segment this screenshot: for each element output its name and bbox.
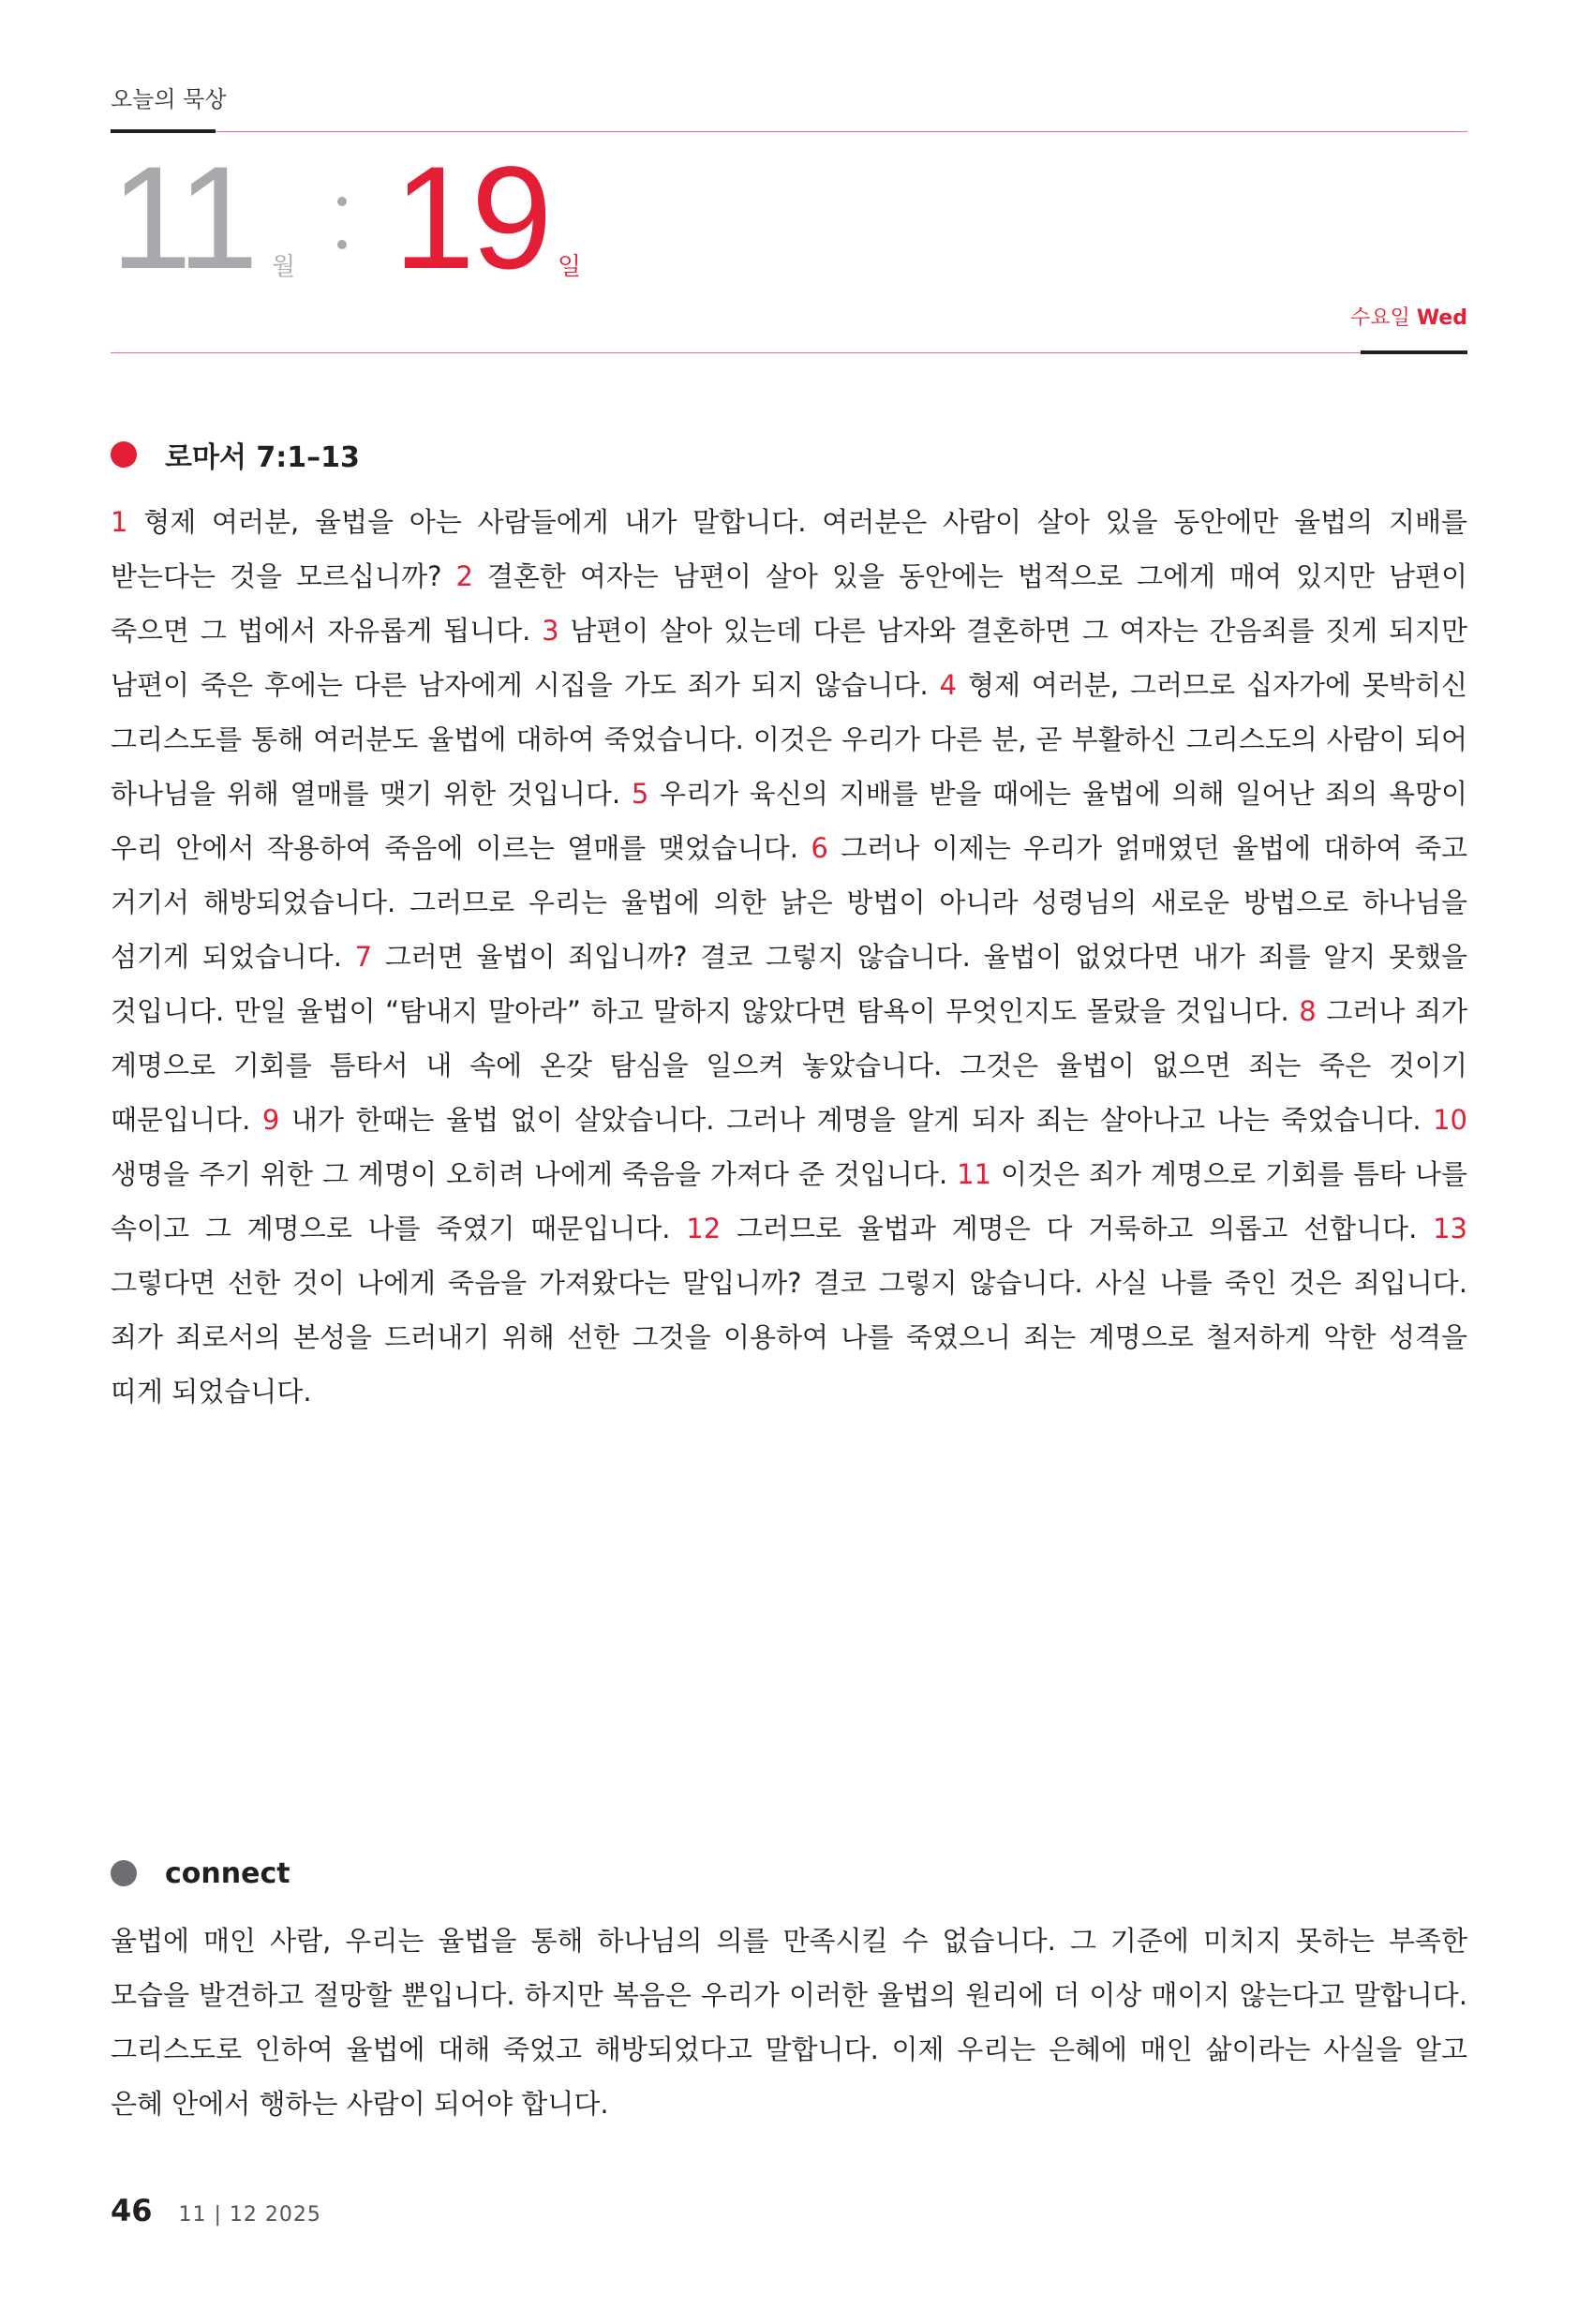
verse-number: 12 xyxy=(686,1213,722,1244)
verse-text: 그러나 죄가 계명으로 기회를 틈타서 내 속에 온갖 탐심을 일으켜 놓았습니다. 그것은 율법이 없으면 죄는 죽은 것이기 때문입니다. xyxy=(111,995,1467,1136)
verse-text: 이것은 죄가 계명으로 기회를 틈타 나를 속이고 그 계명으로 나를 죽였기 때문입니다. xyxy=(111,1158,1467,1244)
header-rule-accent xyxy=(111,129,216,133)
weekday-korean: 수요일 xyxy=(1350,306,1410,330)
section-label: 오늘의 묵상 xyxy=(111,86,227,112)
weekday xyxy=(1350,302,1467,331)
verse-number: 10 xyxy=(1433,1104,1467,1136)
verse-number: 1 xyxy=(111,506,128,538)
verse-text: 그렇다면 선한 것이 나에게 죽음을 가져왔다는 말입니까? 결코 그렇지 않습니다. 사실 나를 죽인 것은 죄입니다. 죄가 죄로서의 본성을 드러내기 위해 선한 그것을 이용하여 나를 죽였으니 죄는 계명으로 철저하게 악한 성격을 띠게 되었습니다. xyxy=(111,1267,1467,1408)
verse-number: 8 xyxy=(1299,995,1317,1027)
month-unit: 월 xyxy=(272,253,296,281)
verse-number: 6 xyxy=(811,832,828,864)
date-rule xyxy=(111,352,1467,353)
verse-text: 우리가 육신의 지배를 받을 때에는 율법에 의해 일어난 죄의 욕망이 우리 안에서 작용하여 죽음에 이르는 열매를 맺었습니다. xyxy=(111,778,1467,864)
verse-number: 5 xyxy=(631,778,649,810)
day-number: 19 xyxy=(394,137,549,300)
verse-text: 결혼한 여자는 남편이 살아 있을 동안에는 법적으로 그에게 매여 있지만 남편이 죽으면 그 법에서 자유롭게 됩니다. xyxy=(111,560,1467,647)
verse-text: 생명을 주기 위한 그 계명이 오히려 나에게 죽음을 가져다 준 것입니다. xyxy=(111,1158,958,1190)
verse-number: 4 xyxy=(939,669,958,701)
page-number: 46 xyxy=(111,2193,153,2228)
connect-heading xyxy=(111,1857,290,1889)
scripture-heading xyxy=(111,439,360,474)
red-bullet-icon xyxy=(111,441,137,468)
verse-number: 3 xyxy=(542,615,559,647)
date-separator xyxy=(337,197,347,249)
verse-text: 형제 여러분, 율법을 아는 사람들에게 내가 말합니다. 여러분은 사람이 살아 있을 동안에만 율법의 지배를 받는다는 것을 모르십니까? xyxy=(111,506,1467,592)
verse-number: 13 xyxy=(1433,1213,1467,1244)
verse-text: 그러나 이제는 우리가 얽매였던 율법에 대하여 죽고 거기서 해방되었습니다. 그러므로 우리는 율법에 의한 낡은 방법이 아니라 성령님의 새로운 방법으로 하나님을 섬기게 되었습니다. xyxy=(111,832,1467,973)
verse-text: 내가 한때는 율법 없이 살았습니다. 그러나 계명을 알게 되자 죄는 살아나고 나는 죽었습니다. xyxy=(279,1104,1434,1136)
weekday-english: Wed xyxy=(1416,306,1467,330)
separator-dot-bottom xyxy=(337,240,347,249)
month-number: 11 xyxy=(111,137,255,300)
connect-title: connect xyxy=(165,1856,290,1890)
verse-text: 남편이 살아 있는데 다른 남자와 결혼하면 그 여자는 간음죄를 짓게 되지만 남편이 죽은 후에는 다른 남자에게 시집을 가도 죄가 되지 않습니다. xyxy=(111,615,1467,701)
verse-text: 형제 여러분, 그러므로 십자가에 못박히신 그리스도를 통해 여러분도 율법에 대하여 죽었습니다. 이것은 우리가 다른 분, 곧 부활하신 그리스도의 사람이 되어 하나님을 위해 열매를 맺기 위한 것입니다. xyxy=(111,669,1467,810)
verse-text: 그러면 율법이 죄입니까? 결코 그렇지 않습니다. 율법이 없었다면 내가 죄를 알지 못했을 것입니다. 만일 율법이 “탐내지 말아라” 하고 말하지 않았다면 탐욕이 무엇인지도 몰랐을 것입니다. xyxy=(111,941,1467,1027)
scripture-text xyxy=(111,495,1467,1419)
gray-bullet-icon xyxy=(111,1860,137,1886)
verse-number: 11 xyxy=(957,1158,992,1190)
header-rule xyxy=(111,131,1467,132)
verse-number: 9 xyxy=(261,1104,280,1136)
issue-date: 11 | 12 2025 xyxy=(178,2203,321,2227)
verse-number: 7 xyxy=(354,941,373,973)
date-rule-accent xyxy=(1361,350,1467,354)
date-display xyxy=(111,137,767,300)
connect-text: 율법에 매인 사람, 우리는 율법을 통해 하나님의 의를 만족시킬 수 없습니다. 그 기준에 미치지 못하는 부족한 모습을 발견하고 절망할 뿐입니다. 하지만 복음은 우리가 이러한 율법의 원리에 더 이상 매이지 않는다고 말합니다. 그리스도로 인하여 율법에 대해 죽었고 해방되었다고 말합니다. 이제 우리는 은혜에 매인 삶이라는 사실을 알고 은혜 안에서 행하는 사람이 되어야 합니다. xyxy=(111,1925,1468,2120)
page-footer xyxy=(111,2193,321,2228)
scripture-reference: 로마서 7:1–13 xyxy=(165,441,360,474)
verse-number: 2 xyxy=(455,560,473,592)
separator-dot-top xyxy=(337,197,347,206)
verse-text: 그러므로 율법과 계명은 다 거룩하고 의롭고 선합니다. xyxy=(721,1213,1434,1244)
day-unit: 일 xyxy=(558,253,582,281)
